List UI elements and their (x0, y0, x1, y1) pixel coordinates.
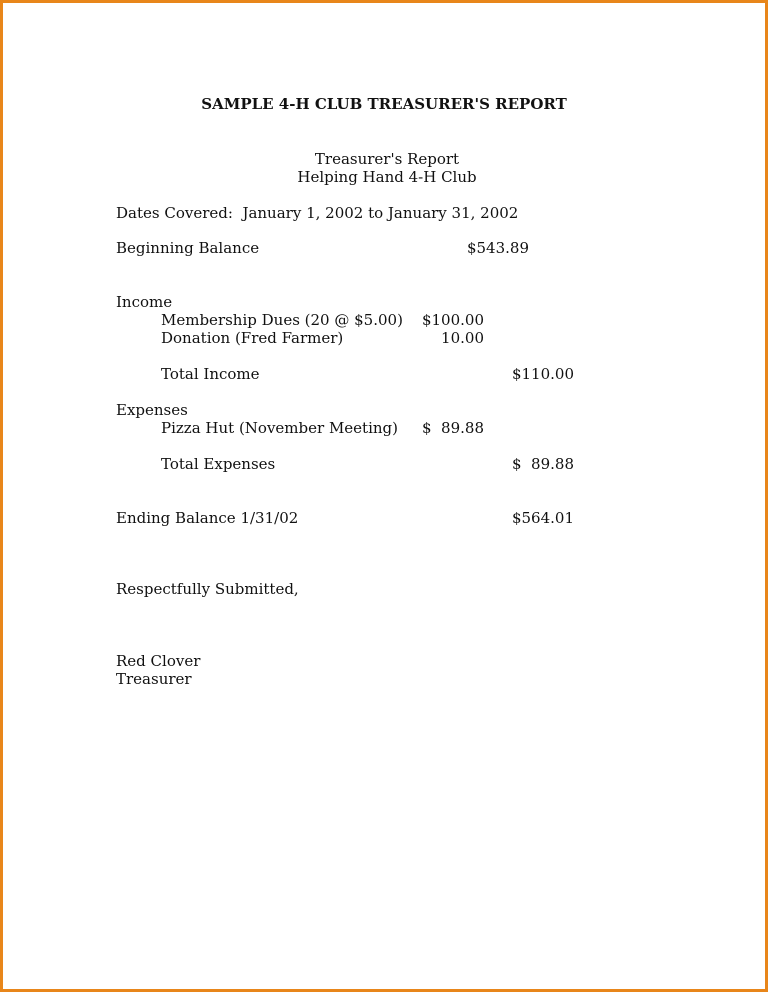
signer-name: Red Clover (116, 652, 201, 670)
expenses-heading: Expenses (116, 401, 188, 419)
total-expenses-label: Total Expenses (161, 455, 276, 473)
expense-item-amount: $ 89.88 (421, 419, 484, 437)
total-income-amount: $110.00 (511, 365, 574, 383)
total-expenses-amount: $ 89.88 (511, 455, 574, 473)
income-item-label: Donation (Fred Farmer) (161, 329, 344, 347)
signer-title: Treasurer (116, 670, 192, 688)
expense-item-label: Pizza Hut (November Meeting) (161, 419, 398, 437)
income-item-amount: $100.00 (421, 311, 484, 329)
income-item-label: Membership Dues (20 @ $5.00) (161, 311, 403, 329)
beginning-balance-label: Beginning Balance (116, 239, 260, 257)
income-heading: Income (116, 293, 173, 311)
document-title: SAMPLE 4-H CLUB TREASURER'S REPORT (201, 95, 567, 113)
club-name: Helping Hand 4-H Club (297, 168, 477, 186)
ending-balance-amount: $564.01 (511, 509, 574, 527)
closing-line: Respectfully Submitted, (116, 580, 299, 598)
total-income-label: Total Income (161, 365, 260, 383)
dates-covered: Dates Covered: January 1, 2002 to January 31, 2002 (116, 204, 519, 222)
income-item-amount: 10.00 (441, 329, 484, 347)
report-heading: Treasurer's Report (314, 150, 460, 168)
beginning-balance-amount: $543.89 (466, 239, 529, 257)
ending-balance-label: Ending Balance 1/31/02 (116, 509, 299, 527)
